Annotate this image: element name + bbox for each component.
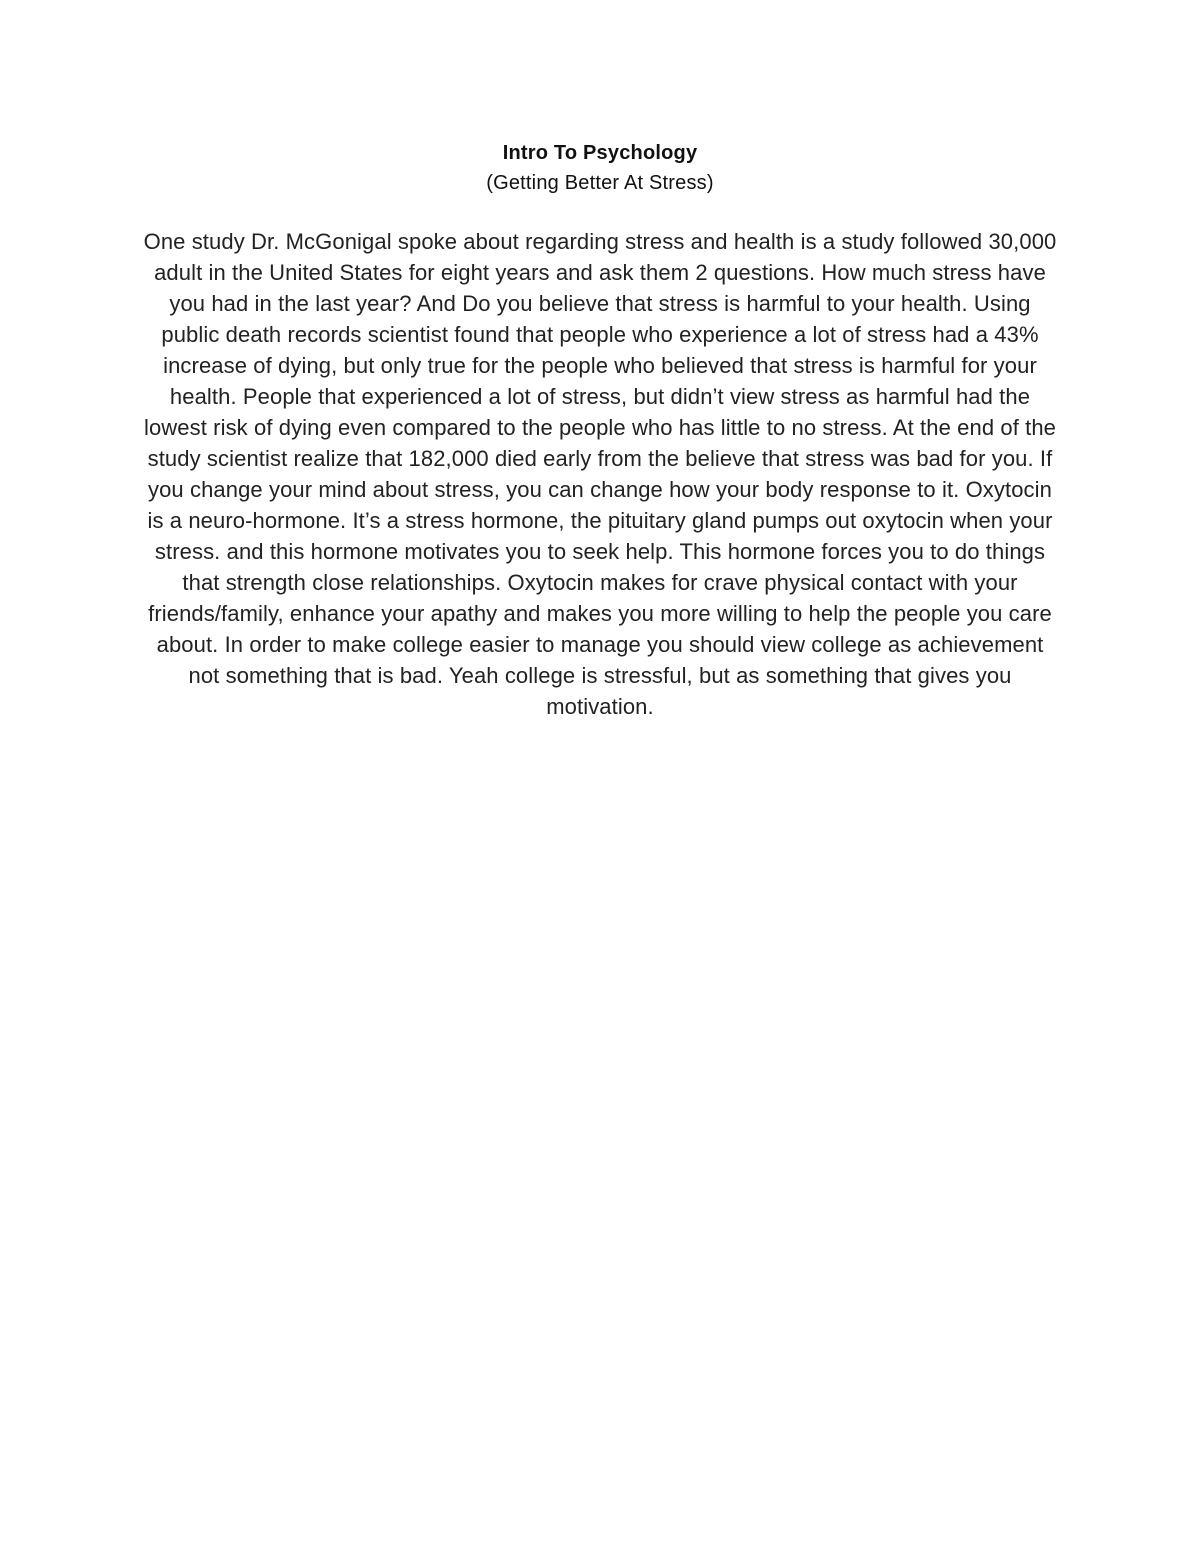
document-body-paragraph: One study Dr. McGonigal spoke about regarding stress and health is a study followed 30,000 adult in the United States for eight years and ask them 2 questions. How much stress have you had in the last year? And Do you believe that stress is harmful to your health. Using public death records scientist found that people who experience a lot of stress had a 43% increase of dying, but only true for the people who believed that stress is harmful for your health. People that experienced a lot of stress, but didn’t view stress as harmful had the lowest risk of dying even compared to the people who has little to no stress. At the end of the study scientist realize that 182,000 died early from the believe that stress was bad for you. If you change your mind about stress, you can change how your body response to it. Oxytocin is a neuro-hormone. It’s a stress hormone, the pituitary gland pumps out oxytocin when your stress. and this hormone motivates you to seek help. This hormone forces you to do things that strength close relationships. Oxytocin makes for crave physical contact with your friends/family, enhance your apathy and makes you more willing to help the people you care about. In order to make college easier to manage you should view college as achievement not something that is bad. Yeah college is stressful, but as something that gives you motivation. xyxy=(143,229,1057,719)
document-subtitle: (Getting Better At Stress) xyxy=(486,172,714,194)
document-content xyxy=(140,138,1060,722)
document-title: Intro To Psychology xyxy=(502,142,698,164)
